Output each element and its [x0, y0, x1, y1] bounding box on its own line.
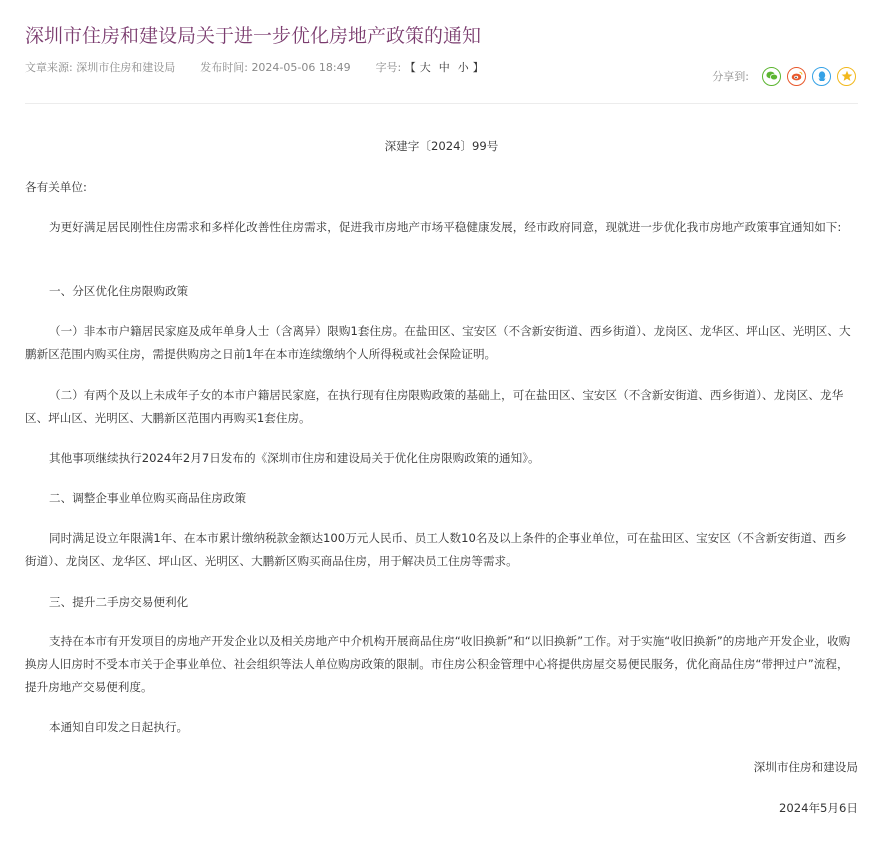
section-3-heading: 三、提升二手房交易便利化	[49, 595, 189, 609]
share-label: 分享到:	[712, 70, 749, 83]
source-value: 深圳市住房和建设局	[76, 61, 176, 74]
section-1-note: 其他事项继续执行2024年2月7日发布的《深圳市住房和建设局关于优化住房限购政策的通知》。	[49, 451, 540, 465]
wechat-icon[interactable]	[762, 67, 781, 86]
header-divider	[25, 103, 858, 104]
salutation: 各有关单位:	[25, 180, 87, 194]
fontsize-small-button[interactable]: 小	[457, 61, 469, 74]
page-title: 深圳市住房和建设局关于进一步优化房地产政策的通知	[25, 25, 482, 47]
section-3-body: 支持在本市有开发项目的房地产开发企业以及相关房地产中介机构开展商品住房“收旧换新”和“以旧换新”工作。对于实施“收旧换新”的房地产开发企业，收购换房人旧房时不受本市关于企事业单位、社会组织等法人单位购房政策的限制。市住房公积金管理中心将提供房屋交易便民服务，优化商品住房“带押过户”流程，提升房地产交易便利度。	[25, 634, 851, 694]
publish-time: 2024-05-06 18:49	[251, 61, 351, 74]
section-2-heading: 二、调整企事业单位购买商品住房政策	[49, 491, 247, 505]
issue-date: 2024年5月6日	[778, 801, 858, 815]
fontsize-medium-button[interactable]: 中	[438, 61, 450, 74]
fontsize-label: 字号:	[375, 61, 402, 74]
section-1-item-2: （二）有两个及以上未成年子女的本市户籍居民家庭，在执行现有住房限购政策的基础上，可在盐田区、宝安区（不含新安街道、西乡街道）、龙岗区、龙华区、坪山区、光明区、大鹏新区范围内再购买1套住房。	[25, 388, 844, 425]
publish-label: 发布时间:	[200, 61, 248, 74]
section-1-item-1: （一）非本市户籍居民家庭及成年单身人士（含离异）限购1套住房。在盐田区、宝安区（不含新安街道、西乡街道）、龙岗区、龙华区、坪山区、光明区、大鹏新区范围内购买住房，需提供购房之日前1年在本市连续缴纳个人所得税或社会保险证明。	[25, 324, 851, 361]
source-label: 文章来源:	[25, 61, 73, 74]
qzone-icon[interactable]	[837, 67, 856, 86]
intro-paragraph: 为更好满足居民刚性住房需求和多样化改善性住房需求，促进我市房地产市场平稳健康发展，经市政府同意，现就进一步优化我市房地产政策事宜通知如下:	[49, 220, 842, 234]
bracket-close: 】	[472, 61, 484, 74]
share-bar	[712, 65, 856, 87]
fontsize-large-button[interactable]: 大	[419, 61, 431, 74]
weibo-icon[interactable]	[787, 67, 806, 86]
issuer-signature: 深圳市住房和建设局	[753, 760, 858, 774]
document-number: 深建字〔2024〕99号	[384, 139, 499, 153]
article-meta	[25, 60, 484, 76]
effective-statement: 本通知自印发之日起执行。	[49, 720, 189, 734]
section-2-body: 同时满足设立年限满1年、在本市累计缴纳税款金额达100万元人民币、员工人数10名及以上条件的企事业单位，可在盐田区、宝安区（不含新安街道、西乡街道）、龙岗区、龙华区、坪山区、光明区、大鹏新区购买商品住房，用于解决员工住房等需求。	[25, 531, 847, 568]
section-1-heading: 一、分区优化住房限购政策	[49, 284, 189, 298]
qq-icon[interactable]	[812, 67, 831, 86]
bracket-open: 【	[404, 61, 416, 74]
